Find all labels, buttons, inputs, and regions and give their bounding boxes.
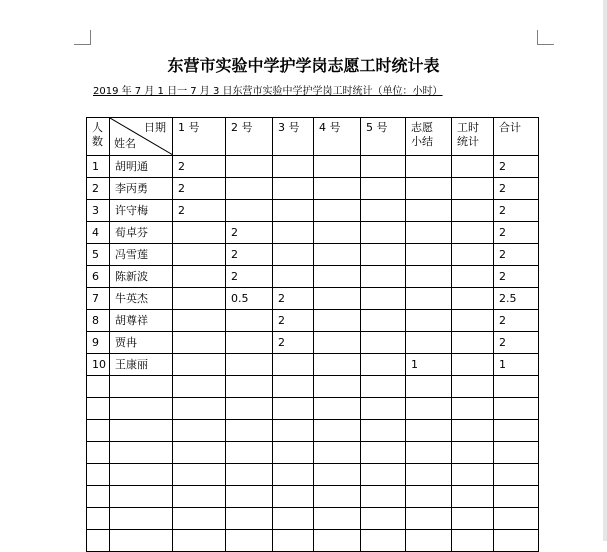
summary-cell[interactable]: [406, 222, 452, 244]
table-row: [87, 398, 539, 420]
day3-cell[interactable]: 2: [273, 288, 314, 310]
name-cell[interactable]: 胡尊祥: [110, 310, 173, 332]
stat-cell[interactable]: [452, 508, 494, 530]
day1-cell[interactable]: [173, 442, 226, 464]
total-cell[interactable]: [494, 442, 539, 464]
stat-cell[interactable]: [452, 398, 494, 420]
name-cell[interactable]: [110, 508, 173, 530]
document-subtitle[interactable]: 2019 年 7 月 1 日一 7 月 3 日东营市实验中学护学岗工时统计（单位：小时）: [93, 86, 443, 97]
name-cell[interactable]: [110, 442, 173, 464]
row-index-cell[interactable]: [87, 442, 110, 464]
day5-cell[interactable]: [361, 486, 406, 508]
header-stat-line2: 统计: [457, 135, 479, 148]
day3-cell[interactable]: [273, 266, 314, 288]
day3-cell[interactable]: [273, 244, 314, 266]
header-day5[interactable]: 5 号: [361, 118, 406, 156]
day1-cell[interactable]: [173, 332, 226, 354]
header-summary-line2: 小结: [411, 135, 433, 148]
table-row: [87, 310, 539, 332]
summary-cell[interactable]: 1: [406, 354, 452, 376]
document-title[interactable]: 东营市实验中学护学岗志愿工时统计表: [167, 56, 440, 75]
table-row: [87, 244, 539, 266]
stat-cell[interactable]: [452, 266, 494, 288]
summary-cell[interactable]: [406, 464, 452, 486]
stat-cell[interactable]: [452, 420, 494, 442]
day5-cell[interactable]: [361, 244, 406, 266]
day4-cell[interactable]: [314, 288, 361, 310]
day4-cell[interactable]: [314, 508, 361, 530]
day1-cell[interactable]: [173, 508, 226, 530]
header-diagonal-cell[interactable]: [110, 118, 173, 156]
total-cell[interactable]: 2.5: [494, 288, 539, 310]
row-index-cell[interactable]: [87, 486, 110, 508]
day2-cell[interactable]: 2: [226, 266, 273, 288]
total-cell[interactable]: [494, 420, 539, 442]
day2-cell[interactable]: [226, 354, 273, 376]
total-cell[interactable]: 1: [494, 354, 539, 376]
name-cell[interactable]: 贾冉: [110, 332, 173, 354]
total-cell[interactable]: 2: [494, 222, 539, 244]
total-cell[interactable]: 2: [494, 200, 539, 222]
row-index-cell[interactable]: [87, 420, 110, 442]
stat-cell[interactable]: [452, 222, 494, 244]
day5-cell[interactable]: [361, 332, 406, 354]
day5-cell[interactable]: [361, 420, 406, 442]
day2-cell[interactable]: [226, 442, 273, 464]
day3-cell[interactable]: [273, 222, 314, 244]
name-cell[interactable]: 王康丽: [110, 354, 173, 376]
header-day2[interactable]: 2 号: [226, 118, 273, 156]
day4-cell[interactable]: [314, 464, 361, 486]
header-stat-cell[interactable]: [452, 118, 494, 156]
day5-cell[interactable]: [361, 508, 406, 530]
stat-cell[interactable]: [452, 332, 494, 354]
name-cell[interactable]: [110, 420, 173, 442]
name-cell[interactable]: 冯雪莲: [110, 244, 173, 266]
summary-cell[interactable]: [406, 508, 452, 530]
header-summary-cell[interactable]: [406, 118, 452, 156]
day1-cell[interactable]: [173, 266, 226, 288]
day5-cell[interactable]: [361, 222, 406, 244]
day5-cell[interactable]: [361, 266, 406, 288]
day2-cell[interactable]: [226, 464, 273, 486]
name-cell[interactable]: 许守梅: [110, 200, 173, 222]
stat-cell[interactable]: [452, 178, 494, 200]
summary-cell[interactable]: [406, 420, 452, 442]
page-margin-corner-top-right: [537, 30, 554, 45]
day2-cell[interactable]: [226, 420, 273, 442]
day5-cell[interactable]: [361, 442, 406, 464]
row-index-cell[interactable]: [87, 508, 110, 530]
total-cell[interactable]: 2: [494, 310, 539, 332]
day3-cell[interactable]: [273, 354, 314, 376]
name-cell[interactable]: [110, 398, 173, 420]
day3-cell[interactable]: 2: [273, 332, 314, 354]
summary-cell[interactable]: [406, 442, 452, 464]
day4-cell[interactable]: [314, 420, 361, 442]
day4-cell[interactable]: [314, 310, 361, 332]
row-index-cell[interactable]: 3: [87, 200, 110, 222]
day4-cell[interactable]: [314, 398, 361, 420]
total-cell[interactable]: 2: [494, 332, 539, 354]
stat-cell[interactable]: [452, 200, 494, 222]
day2-cell[interactable]: [226, 486, 273, 508]
total-cell[interactable]: [494, 486, 539, 508]
summary-cell[interactable]: [406, 376, 452, 398]
day1-cell[interactable]: [173, 398, 226, 420]
day1-cell[interactable]: 2: [173, 200, 226, 222]
day2-cell[interactable]: [226, 508, 273, 530]
day2-cell[interactable]: [226, 200, 273, 222]
volunteer-hours-table: [86, 117, 539, 552]
table-row: [87, 354, 539, 376]
day1-cell[interactable]: [173, 222, 226, 244]
summary-cell[interactable]: [406, 332, 452, 354]
day1-cell[interactable]: [173, 420, 226, 442]
row-index-cell[interactable]: [87, 376, 110, 398]
day1-cell[interactable]: [173, 244, 226, 266]
row-index-cell[interactable]: 2: [87, 178, 110, 200]
header-date-label: 日期: [144, 121, 166, 134]
day2-cell[interactable]: [226, 376, 273, 398]
summary-cell[interactable]: [406, 266, 452, 288]
day3-cell[interactable]: [273, 156, 314, 178]
table-row: [87, 508, 539, 530]
header-index-line1: 人: [92, 121, 103, 134]
summary-cell[interactable]: [406, 156, 452, 178]
day2-cell[interactable]: [226, 332, 273, 354]
stat-cell[interactable]: [452, 376, 494, 398]
name-cell[interactable]: [110, 376, 173, 398]
header-summary-line1: 志愿: [411, 121, 433, 134]
total-cell[interactable]: 2: [494, 244, 539, 266]
day4-cell[interactable]: [314, 266, 361, 288]
day3-cell[interactable]: [273, 442, 314, 464]
day4-cell[interactable]: [314, 244, 361, 266]
day2-cell[interactable]: 2: [226, 244, 273, 266]
page-margin-corner-top-left: [74, 30, 91, 45]
day1-cell[interactable]: [173, 354, 226, 376]
name-cell[interactable]: 牛英杰: [110, 288, 173, 310]
header-day3[interactable]: 3 号: [273, 118, 314, 156]
day4-cell[interactable]: [314, 486, 361, 508]
day3-cell[interactable]: 2: [273, 310, 314, 332]
stat-cell[interactable]: [452, 464, 494, 486]
table-row: [87, 332, 539, 354]
header-day4[interactable]: 4 号: [314, 118, 361, 156]
row-index-cell[interactable]: 5: [87, 244, 110, 266]
header-day1[interactable]: 1 号: [173, 118, 226, 156]
day5-cell[interactable]: [361, 398, 406, 420]
day3-cell[interactable]: [273, 420, 314, 442]
summary-cell[interactable]: [406, 200, 452, 222]
table-row: [87, 200, 539, 222]
day4-cell[interactable]: [314, 222, 361, 244]
day5-cell[interactable]: [361, 354, 406, 376]
day5-cell[interactable]: [361, 464, 406, 486]
total-cell[interactable]: 2: [494, 178, 539, 200]
day3-cell[interactable]: [273, 178, 314, 200]
day3-cell[interactable]: [273, 200, 314, 222]
name-cell[interactable]: 李丙勇: [110, 178, 173, 200]
total-cell[interactable]: [494, 398, 539, 420]
stat-cell[interactable]: [452, 442, 494, 464]
day4-cell[interactable]: [314, 354, 361, 376]
day3-cell[interactable]: [273, 376, 314, 398]
summary-cell[interactable]: [406, 178, 452, 200]
summary-cell[interactable]: [406, 310, 452, 332]
day2-cell[interactable]: 0.5: [226, 288, 273, 310]
row-index-cell[interactable]: 4: [87, 222, 110, 244]
total-cell[interactable]: [494, 508, 539, 530]
table-row: [87, 486, 539, 508]
header-stat-line1: 工时: [457, 121, 479, 134]
row-index-cell[interactable]: 9: [87, 332, 110, 354]
summary-cell[interactable]: [406, 486, 452, 508]
day5-cell[interactable]: [361, 178, 406, 200]
name-cell[interactable]: 陈新波: [110, 266, 173, 288]
day5-cell[interactable]: [361, 376, 406, 398]
total-cell[interactable]: [494, 464, 539, 486]
day5-cell[interactable]: [361, 310, 406, 332]
day2-cell[interactable]: [226, 310, 273, 332]
day3-cell[interactable]: [273, 464, 314, 486]
day3-cell[interactable]: [273, 508, 314, 530]
day2-cell[interactable]: 2: [226, 222, 273, 244]
day1-cell[interactable]: 2: [173, 178, 226, 200]
day3-cell[interactable]: [273, 486, 314, 508]
day2-cell[interactable]: [226, 178, 273, 200]
stat-cell[interactable]: [452, 288, 494, 310]
row-index-cell[interactable]: 8: [87, 310, 110, 332]
header-index-line2: 数: [92, 135, 103, 148]
table-row: [87, 288, 539, 310]
name-cell[interactable]: 荀卓芬: [110, 222, 173, 244]
table-row: [87, 156, 539, 178]
total-cell[interactable]: 2: [494, 156, 539, 178]
stat-cell[interactable]: [452, 486, 494, 508]
day4-cell[interactable]: [314, 332, 361, 354]
day5-cell[interactable]: [361, 156, 406, 178]
day1-cell[interactable]: [173, 486, 226, 508]
stat-cell[interactable]: [452, 354, 494, 376]
name-cell[interactable]: 胡明通: [110, 156, 173, 178]
name-cell[interactable]: [110, 464, 173, 486]
day1-cell[interactable]: [173, 288, 226, 310]
table-row: [87, 266, 539, 288]
row-index-cell[interactable]: 6: [87, 266, 110, 288]
table-row: [87, 178, 539, 200]
day2-cell[interactable]: [226, 398, 273, 420]
day1-cell[interactable]: 2: [173, 156, 226, 178]
stat-cell[interactable]: [452, 156, 494, 178]
name-cell[interactable]: [110, 486, 173, 508]
day5-cell[interactable]: [361, 288, 406, 310]
day1-cell[interactable]: [173, 376, 226, 398]
row-index-cell[interactable]: [87, 464, 110, 486]
row-index-cell[interactable]: [87, 398, 110, 420]
page-scroll-edge: [603, 0, 607, 541]
header-total[interactable]: 合计: [494, 118, 539, 156]
day4-cell[interactable]: [314, 376, 361, 398]
stat-cell[interactable]: [452, 310, 494, 332]
day4-cell[interactable]: [314, 156, 361, 178]
summary-cell[interactable]: [406, 244, 452, 266]
row-index-cell[interactable]: 1: [87, 156, 110, 178]
day4-cell[interactable]: [314, 442, 361, 464]
table-row: [87, 420, 539, 442]
table-row: [87, 376, 539, 398]
day1-cell[interactable]: [173, 310, 226, 332]
header-index-cell[interactable]: [87, 118, 110, 156]
summary-cell[interactable]: [406, 288, 452, 310]
table-row: [87, 464, 539, 486]
day4-cell[interactable]: [314, 200, 361, 222]
total-cell[interactable]: [494, 376, 539, 398]
day4-cell[interactable]: [314, 178, 361, 200]
table-row: [87, 222, 539, 244]
stat-cell[interactable]: [452, 244, 494, 266]
row-index-cell[interactable]: 10: [87, 354, 110, 376]
day1-cell[interactable]: [173, 464, 226, 486]
day5-cell[interactable]: [361, 200, 406, 222]
summary-cell[interactable]: [406, 398, 452, 420]
header-name-label: 姓名: [114, 137, 136, 150]
row-index-cell[interactable]: 7: [87, 288, 110, 310]
day3-cell[interactable]: [273, 398, 314, 420]
total-cell[interactable]: 2: [494, 266, 539, 288]
table-header-row: [87, 118, 539, 156]
table-row: [87, 442, 539, 464]
day2-cell[interactable]: [226, 156, 273, 178]
